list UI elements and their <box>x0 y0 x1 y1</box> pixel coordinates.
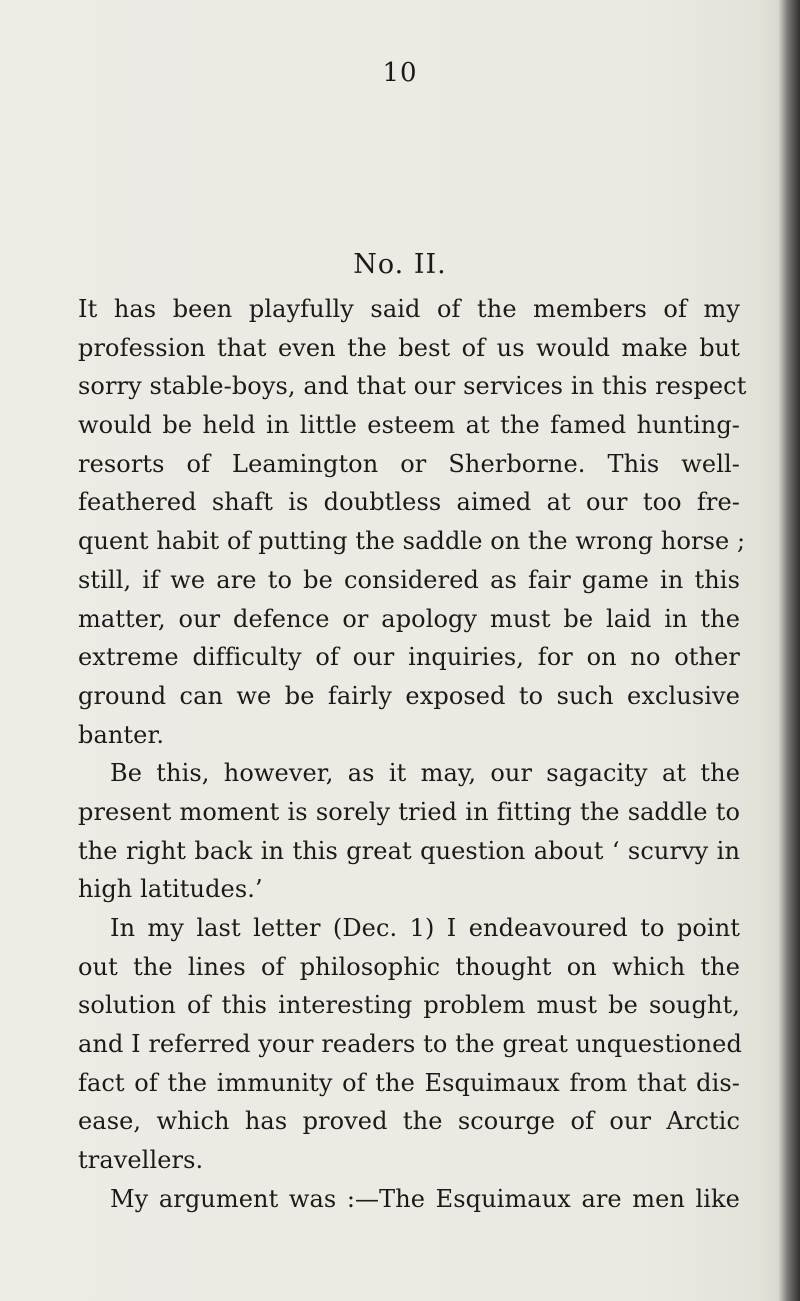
text-line: profession that even the best of us would make but <box>78 333 740 362</box>
paragraph-start-line: Be this, however, as it may, our sagacity at the <box>110 759 740 788</box>
text-line: out the lines of philosophic thought on which the <box>78 952 740 981</box>
text-line: matter, our defence or apology must be laid in the <box>78 604 740 633</box>
text-line: solution of this interesting problem must be sought, <box>78 991 740 1020</box>
text-line: quent habit of putting the saddle on the wrong horse ; <box>78 527 746 556</box>
body-text <box>78 290 747 1219</box>
text-line: ease, which has proved the scourge of our Arctic <box>78 1107 740 1136</box>
paragraph-end-line: banter. <box>78 720 165 749</box>
text-line: feathered shaft is doubtless aimed at our too fre- <box>78 488 740 517</box>
paragraph-end-line: high latitudes.’ <box>78 875 263 904</box>
section-heading: No. II. <box>353 249 447 280</box>
page-number: 10 <box>382 58 418 88</box>
text-line: and I referred your readers to the great unquestioned <box>78 1030 742 1059</box>
paragraph-end-line: travellers. <box>78 1146 204 1175</box>
text-line: fact of the immunity of the Esquimaux from that dis- <box>78 1068 740 1097</box>
text-line: still, if we are to be considered as fair game in this <box>78 565 740 594</box>
text-line: ground can we be fairly exposed to such exclusive <box>78 681 740 710</box>
text-line: extreme difficulty of our inquiries, for on no other <box>78 643 740 672</box>
text-line: resorts of Leamington or Sherborne. This well- <box>78 449 740 478</box>
paragraph-start-line: My argument was :—The Esquimaux are men like <box>110 1184 740 1213</box>
text-line: present moment is sorely tried in fitting the saddle to <box>78 797 740 826</box>
text-line: It has been playfully said of the members of my <box>78 295 740 323</box>
text-line: the right back in this great question about ‘ scurvy in <box>78 836 740 865</box>
binding-edge-shadow <box>778 0 800 1301</box>
text-line: sorry stable-boys, and that our services in this respect <box>78 372 747 401</box>
text-line: would be held in little esteem at the famed hunting- <box>78 411 740 440</box>
paragraph-start-line: In my last letter (Dec. 1) I endeavoured to point <box>110 914 740 942</box>
